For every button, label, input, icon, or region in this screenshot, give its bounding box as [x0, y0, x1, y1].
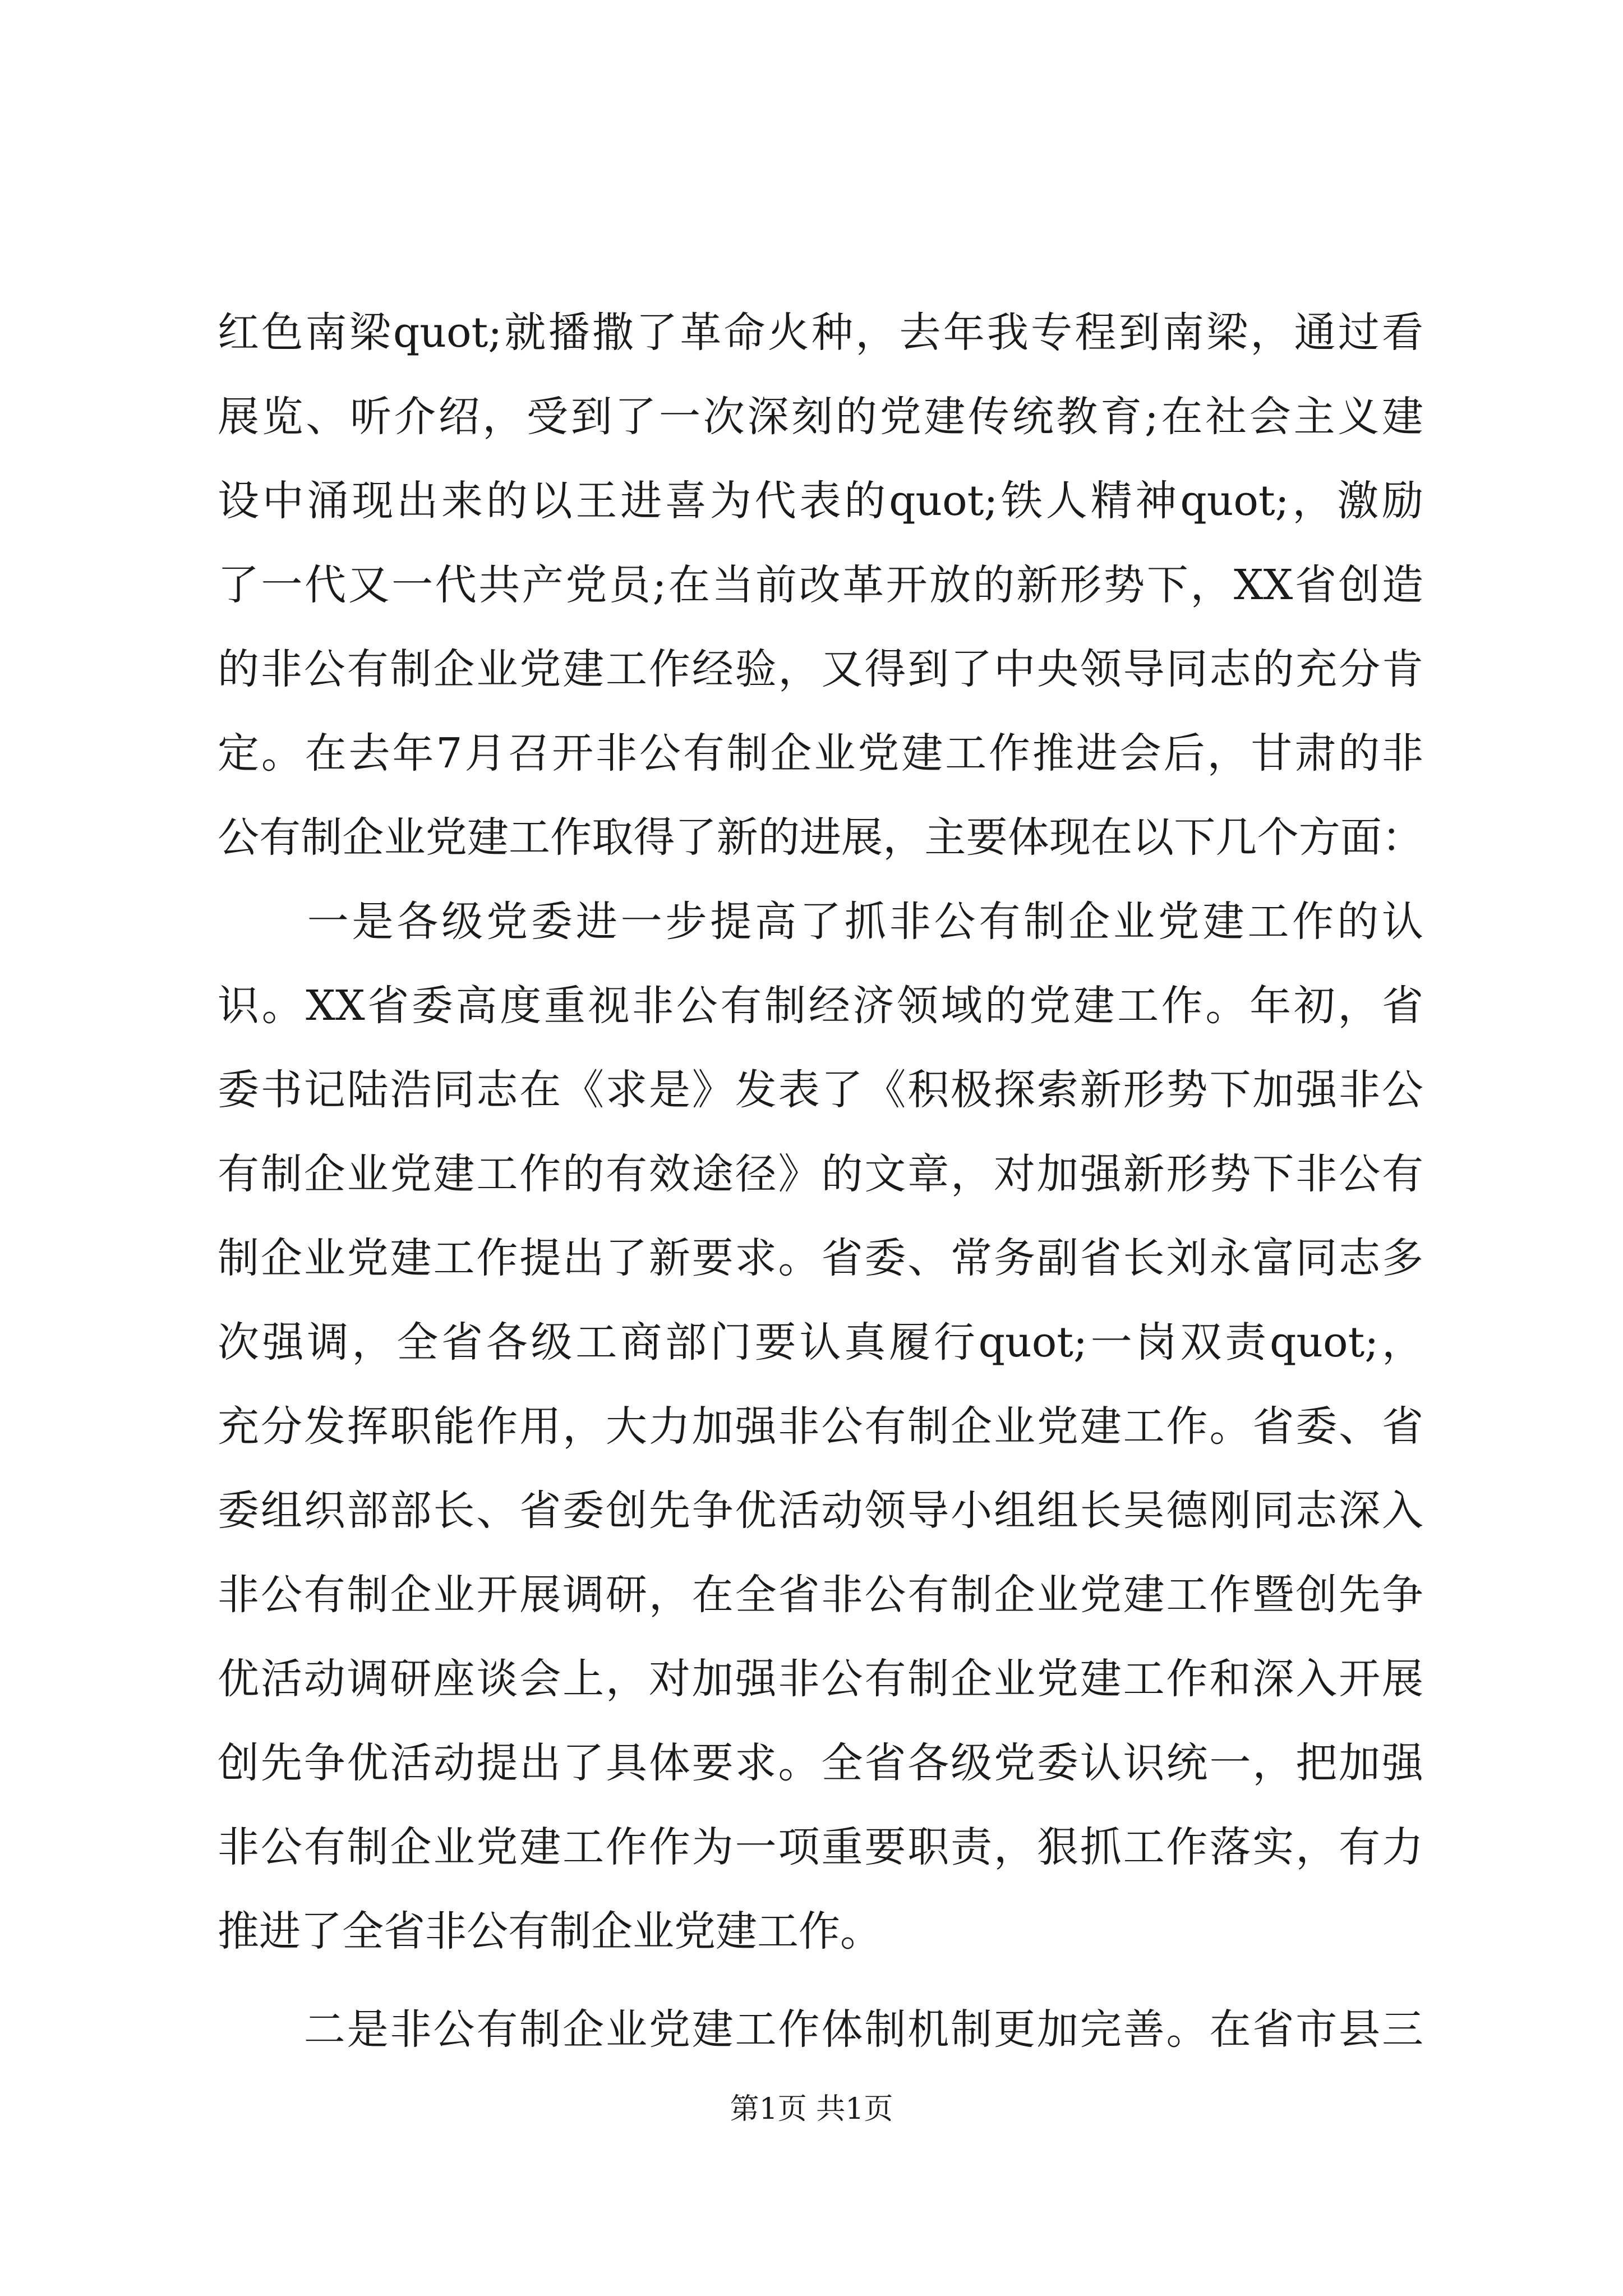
text-line: 次强调，全省各级工商部门要认真履行quot;一岗双责quot;，	[218, 1318, 1423, 1366]
text-line: 非公有制企业党建工作作为一项重要职责，狠抓工作落实，有力	[218, 1823, 1423, 1871]
text-line: 委书记陆浩同志在《求是》发表了《积极探索新形势下加强非公	[218, 1066, 1423, 1114]
page-footer	[0, 2087, 1623, 2132]
text-line: 优活动调研座谈会上，对加强非公有制企业党建工作和深入开展	[218, 1655, 1423, 1703]
text-line: 展览、听介绍，受到了一次深刻的党建传统教育;在社会主义建	[218, 393, 1423, 441]
text-line: 二是非公有制企业党建工作体制机制更加完善。在省市县三	[218, 2005, 1423, 2054]
paragraph-gap	[218, 1973, 1423, 1987]
text-line: 充分发挥职能作用，大力加强非公有制企业党建工作。省委、省	[218, 1402, 1423, 1451]
text-line: 创先争优活动提出了具体要求。全省各级党委认识统一，把加强	[218, 1739, 1423, 1787]
text-line: 定。在去年7月召开非公有制企业党建工作推进会后，甘肃的非	[218, 729, 1423, 777]
document-body	[218, 291, 1423, 2072]
text-line: 识。XX省委高度重视非公有制经济领域的党建工作。年初，省	[218, 982, 1423, 1030]
text-line: 制企业党建工作提出了新要求。省委、常务副省长刘永富同志多	[218, 1234, 1423, 1282]
text-line: 推进了全省非公有制企业党建工作。	[218, 1907, 882, 1955]
text-line: 的非公有制企业党建工作经验，又得到了中央领导同志的充分肯	[218, 645, 1423, 693]
text-line: 了一代又一代共产党员;在当前改革开放的新形势下，XX省创造	[218, 561, 1423, 609]
text-line: 委组织部部长、省委创先争优活动领导小组组长吴德刚同志深入	[218, 1487, 1423, 1535]
text-line: 一是各级党委进一步提高了抓非公有制企业党建工作的认	[218, 898, 1423, 946]
text-line: 公有制企业党建工作取得了新的进展，主要体现在以下几个方面：	[218, 813, 1423, 862]
text-line: 红色南梁quot;就播撒了革命火种，去年我专程到南梁，通过看	[218, 309, 1423, 357]
page-number-label: 第1页 共1页	[730, 2092, 893, 2126]
text-line: 有制企业党建工作的有效途径》的文章，对加强新形势下非公有	[218, 1150, 1423, 1198]
text-line: 非公有制企业开展调研，在全省非公有制企业党建工作暨创先争	[218, 1571, 1423, 1619]
text-line: 设中涌现出来的以王进喜为代表的quot;铁人精神quot;，激励	[218, 477, 1423, 525]
